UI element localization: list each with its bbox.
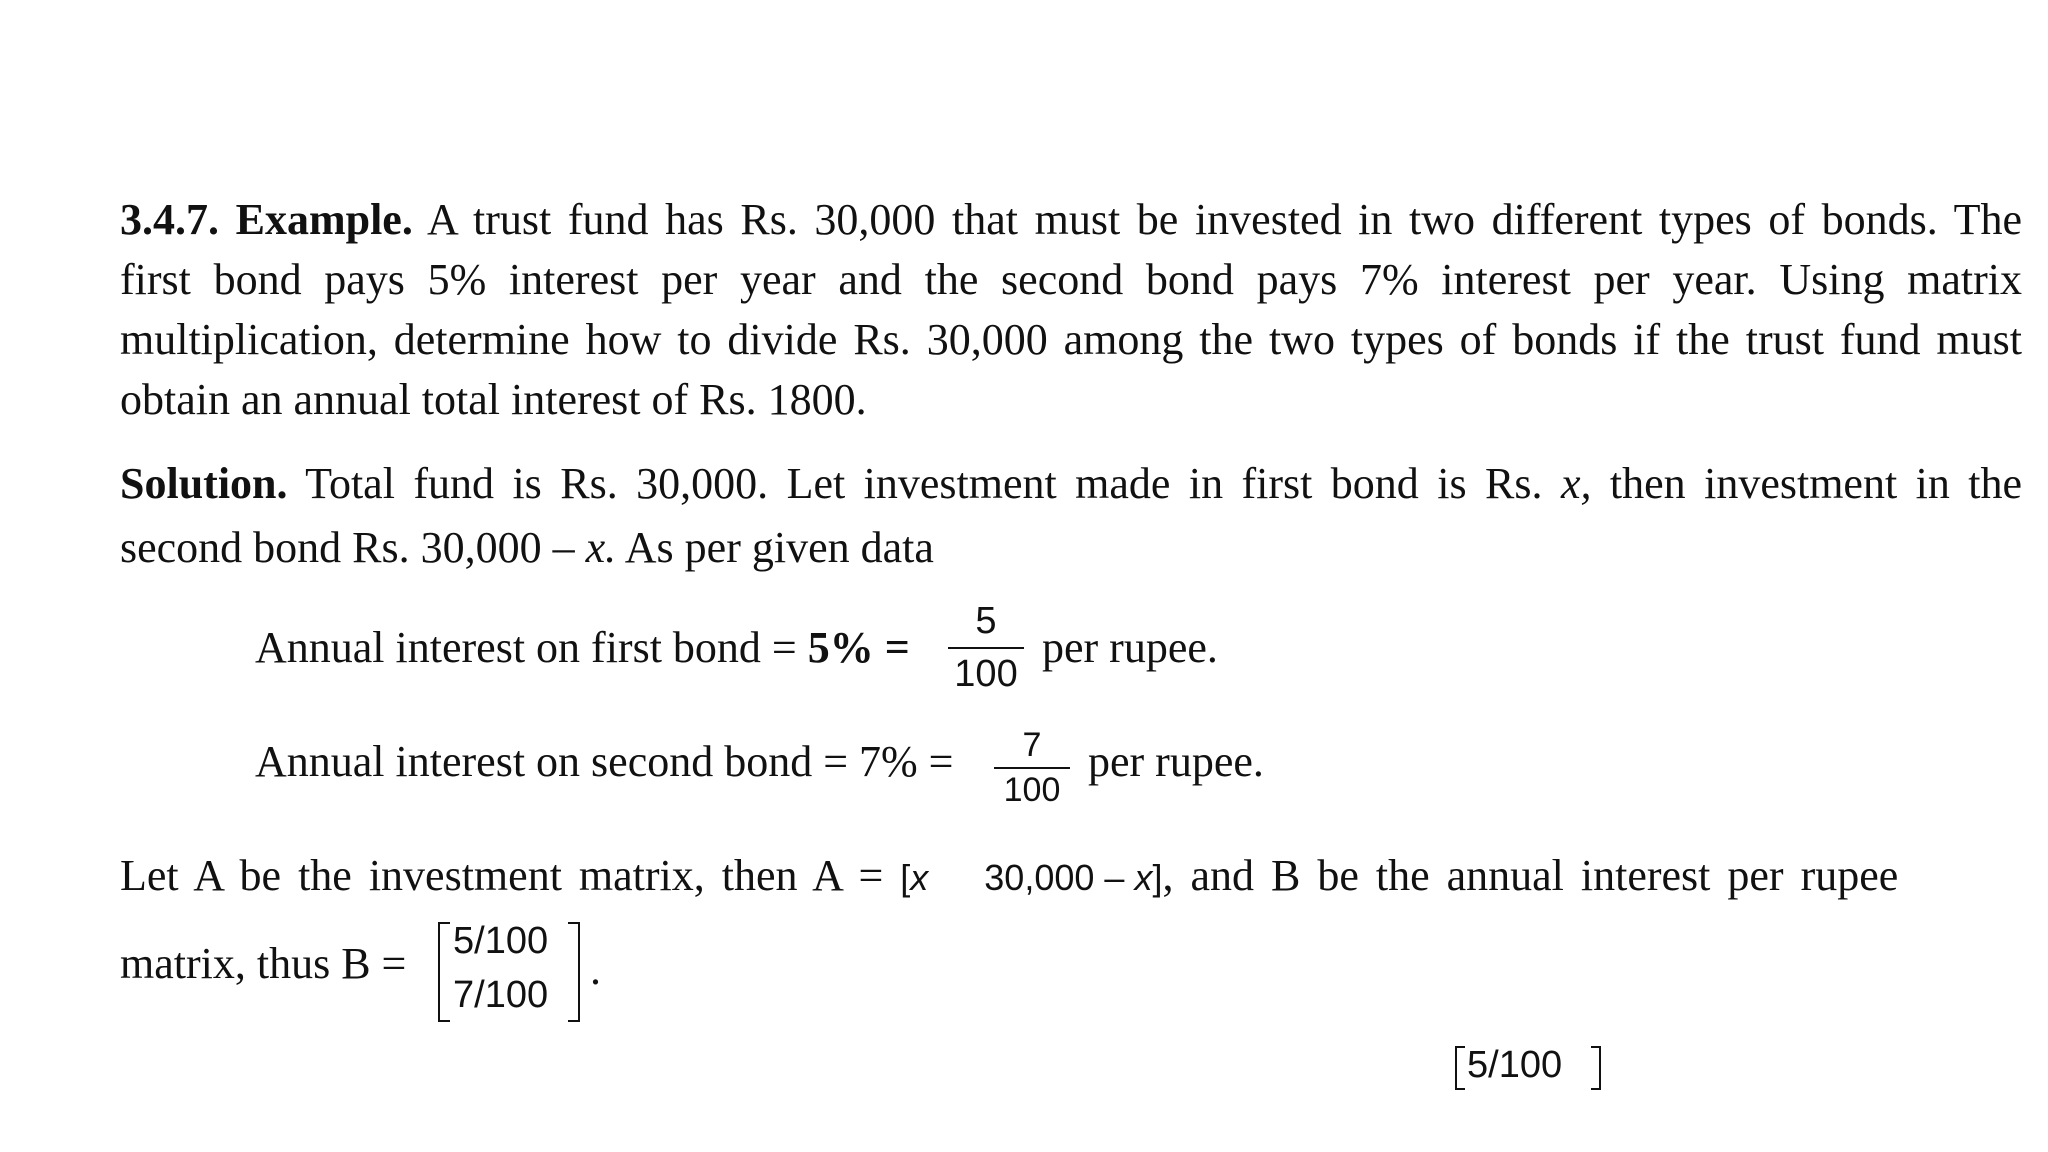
matrix-b-label: matrix, thus B = (120, 939, 407, 988)
example-line-2: first bond pays 5% interest per year and the second bond pays 7% interest per year. Using matrix (120, 255, 2022, 304)
equation-second-bond-suffix: per rupee. (1088, 737, 1264, 786)
matrix-b-right-bracket (568, 922, 580, 1022)
matrix-b-row-2: 7/100 (453, 974, 549, 1016)
example-line-1: 3.4.7. Example. A trust fund has Rs. 30,000 that must be invested in two different types of bonds. The (120, 195, 2022, 244)
cutoff-matrix (1455, 1044, 1605, 1086)
matrix-a-line: Let A be the investment matrix, then A = [x 30,000 – x], and B be the annual interest per rupee (120, 851, 1899, 900)
fraction-bar (994, 767, 1070, 769)
example-line-4: obtain an annual total interest of Rs. 1800. (120, 375, 867, 424)
cutoff-left-bracket (1455, 1046, 1465, 1090)
equation-second-bond: Annual interest on second bond = 7% = (255, 737, 954, 786)
matrix-b-period: . (590, 945, 601, 994)
example-line-3: multiplication, determine how to divide Rs. 30,000 among the two types of bonds if the trust fund must (120, 315, 2022, 364)
matrix-a: [x 30,000 – x] (900, 857, 1163, 898)
fraction-5-100: 5 100 (948, 600, 1024, 696)
solution-line-1: Solution. Total fund is Rs. 30,000. Let investment made in first bond is Rs. x, then investment in the (120, 459, 2023, 508)
solution-paragraph (120, 452, 2022, 580)
equation-first-bond-suffix: per rupee. (1042, 623, 1218, 672)
equation-first-bond: Annual interest on first bond = 5% = (255, 623, 910, 672)
matrix-b-row-1: 5/100 (453, 920, 549, 962)
cutoff-right-bracket (1591, 1046, 1601, 1090)
fraction-bar (948, 647, 1024, 649)
solution-label: Solution. (120, 459, 288, 508)
example-label: 3.4.7. Example. (120, 195, 413, 244)
fraction-7-100: 7 100 (994, 726, 1070, 810)
example-paragraph (120, 190, 2022, 430)
matrix-b-left-bracket (438, 922, 450, 1022)
solution-line-2: second bond Rs. 30,000 – x. As per given data (120, 523, 934, 572)
cutoff-matrix-text: 5/100 (1467, 1044, 1563, 1086)
